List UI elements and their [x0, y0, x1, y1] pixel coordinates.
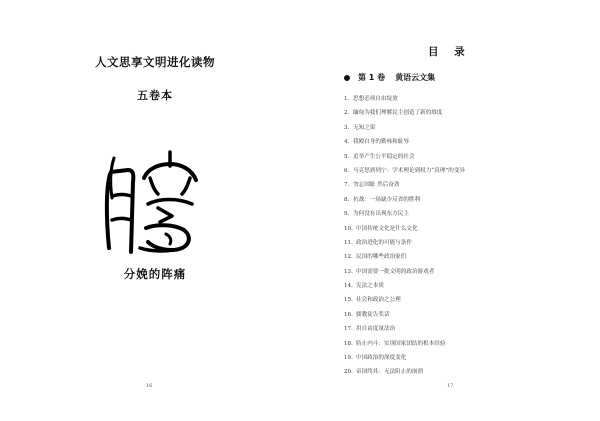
toc-entry-number: 12. — [344, 254, 353, 261]
toc-entry-title: 勿忘国耻 然后奋劲 — [353, 182, 400, 189]
toc-entry — [344, 193, 465, 207]
toc-entry-number: 3. — [344, 124, 350, 131]
toc-entry-number: 7. — [344, 182, 350, 189]
toc-entry-number: 15. — [344, 297, 353, 304]
toc-entry-number: 4. — [344, 139, 350, 146]
toc-entry-title: 中国需要一批文明的政治游戏者 — [356, 268, 435, 275]
toc-entry-title: 缅甸为我们理解民主创造了新的维度 — [353, 110, 443, 117]
book-title: 分娩的阵痛 — [123, 267, 187, 281]
toc-entry-number: 10. — [344, 225, 353, 232]
toc-entry-title: 中国政治的深度变化 — [356, 355, 407, 362]
toc-entry — [344, 337, 465, 351]
toc-entry — [344, 106, 465, 120]
volume-set-label: 五卷本 — [137, 89, 173, 102]
volume-title: 黄语云文集 — [395, 73, 436, 82]
toc-entry-title: 防止内斗：实现国家团结的根本经验 — [356, 340, 446, 347]
toc-entry-title: 抗战：一场缺少反省的胜利 — [353, 196, 421, 203]
toc-entry-number: 20. — [344, 369, 353, 376]
page-number-left: 16 — [146, 383, 153, 389]
toc-entry-title: 马克思到列宁：学术理论到权力“真理”的变异 — [353, 167, 466, 174]
toc-entry-number: 13. — [344, 268, 353, 275]
toc-entry-title: 民国的哪些政治家们 — [356, 254, 407, 261]
volume-heading — [344, 72, 435, 83]
toc-entry-title: 政治进化的可能与条件 — [356, 239, 412, 246]
toc-entry-number: 2. — [344, 110, 350, 117]
right-page — [300, 0, 600, 421]
toc-entry-title: 无知之果 — [353, 124, 376, 131]
toc-entry-title: 中国传统文化是什么文化 — [356, 225, 418, 232]
toc-entry — [344, 135, 465, 149]
toc-entry — [344, 150, 465, 164]
toc-entry-title: 儒教徒告奖话 — [356, 311, 390, 318]
toc-entry-title: 帝国终其：无法阻止的崩溃 — [356, 369, 424, 376]
toc-entry-number: 19. — [344, 355, 353, 362]
toc-entry-title: 我殿自身的勤咏和耻辱 — [353, 139, 409, 146]
toc-entry-number: 9. — [344, 211, 350, 218]
toc-entry-number: 17. — [344, 326, 353, 333]
toc-entry-number: 14. — [344, 283, 353, 290]
toc-entry-title: 追举产生公平稳定的社会 — [353, 153, 415, 160]
series-title: 人文思享文明进化读物 — [95, 55, 215, 69]
toc-entry-number: 6. — [344, 167, 350, 174]
toc-entry-number: 18. — [344, 340, 353, 347]
toc-entry — [344, 365, 465, 379]
toc-entry-number: 11. — [344, 239, 353, 246]
toc-entry — [344, 250, 465, 264]
toc-entry — [344, 207, 465, 221]
toc-entry-title: 社会和政治之公理 — [356, 297, 401, 304]
toc-entry — [344, 121, 465, 135]
toc-entry — [344, 222, 465, 236]
toc-entry — [344, 322, 465, 336]
toc-entry — [344, 92, 465, 106]
toc-entry — [344, 164, 465, 178]
toc-entry — [344, 236, 465, 250]
toc-entry-number: 5. — [344, 153, 350, 160]
toc-heading: 目 录 — [428, 46, 471, 58]
toc-entry — [344, 351, 465, 365]
toc-entry-title: 用自由度量法治 — [356, 326, 396, 333]
toc-entry-number: 8. — [344, 196, 350, 203]
toc-entry-title: 为何没有出现东方民主 — [353, 211, 409, 218]
toc-entry-title: 宪法之本质 — [356, 283, 384, 290]
toc-entry — [344, 279, 465, 293]
seal-script-character-image — [100, 148, 200, 254]
toc-entry — [344, 293, 465, 307]
toc-entry — [344, 265, 465, 279]
toc-entry-title: 思想必须自由绽放 — [353, 96, 398, 102]
volume-number: 第 1 卷 — [358, 73, 386, 82]
toc-list — [344, 92, 465, 380]
toc-entry — [344, 178, 465, 192]
toc-entry-number: 1. — [344, 96, 350, 102]
toc-entry-number: 16. — [344, 311, 353, 318]
bullet-icon — [344, 75, 350, 81]
page-number-right: 17 — [447, 383, 454, 389]
toc-entry — [344, 308, 465, 322]
